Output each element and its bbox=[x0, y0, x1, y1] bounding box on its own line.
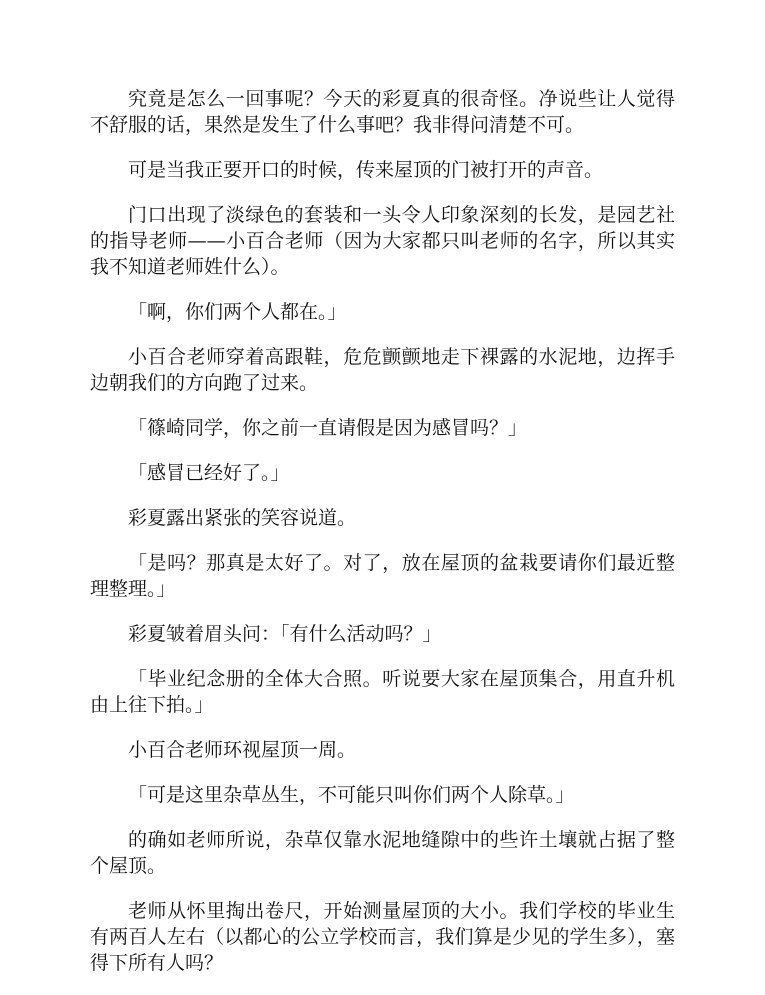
paragraph-4: 「啊，你们两个人都在。」 bbox=[128, 301, 347, 323]
paragraph-7: 「感冒已经好了。」 bbox=[128, 462, 290, 484]
paragraph-2: 可是当我正要开口的时候，传来屋顶的门被打开的声音。 bbox=[128, 159, 604, 181]
paragraph-11: 「毕业纪念册的全体大合照。听说要大家在屋顶集合，用直升机由上往下拍。」 bbox=[90, 668, 675, 716]
paragraph-8: 彩夏露出紧张的笑容说道。 bbox=[128, 507, 357, 529]
paragraph-14: 的确如老师所说，杂草仅靠水泥地缝隙中的些许土壤就占据了整个屋顶。 bbox=[90, 829, 675, 877]
paragraph-9: 「是吗？那真是太好了。对了，放在屋顶的盆栽要请你们最近整理整理。」 bbox=[90, 552, 675, 600]
paragraph-13: 「可是这里杂草丛生，不可能只叫你们两个人除草。」 bbox=[128, 784, 575, 806]
paragraph-6: 「篠崎同学，你之前一直请假是因为感冒吗？」 bbox=[128, 417, 528, 439]
paragraph-12: 小百合老师环视屋顶一周。 bbox=[128, 739, 357, 761]
paragraph-10: 彩夏皱着眉头问：「有什么活动吗？」 bbox=[128, 623, 442, 645]
paragraph-15: 老师从怀里掏出卷尺，开始测量屋顶的大小。我们学校的毕业生有两百人左右（以都心的公立学校而言，我们算是少见的学生多），塞得下所有人吗？ bbox=[90, 900, 675, 974]
paragraph-3: 门口出现了淡绿色的套装和一头令人印象深刻的长发，是园艺社的指导老师——小百合老师（因为大家都只叫老师的名字，所以其实我不知道老师姓什么）。 bbox=[90, 204, 675, 278]
document-page bbox=[90, 86, 675, 995]
paragraph-5: 小百合老师穿着高跟鞋，危危颤颤地走下裸露的水泥地，边挥手边朝我们的方向跑了过来。 bbox=[90, 346, 675, 394]
paragraph-1: 究竟是怎么一回事呢？今天的彩夏真的很奇怪。净说些让人觉得不舒服的话，果然是发生了什么事吧？我非得问清楚不可。 bbox=[90, 88, 675, 136]
